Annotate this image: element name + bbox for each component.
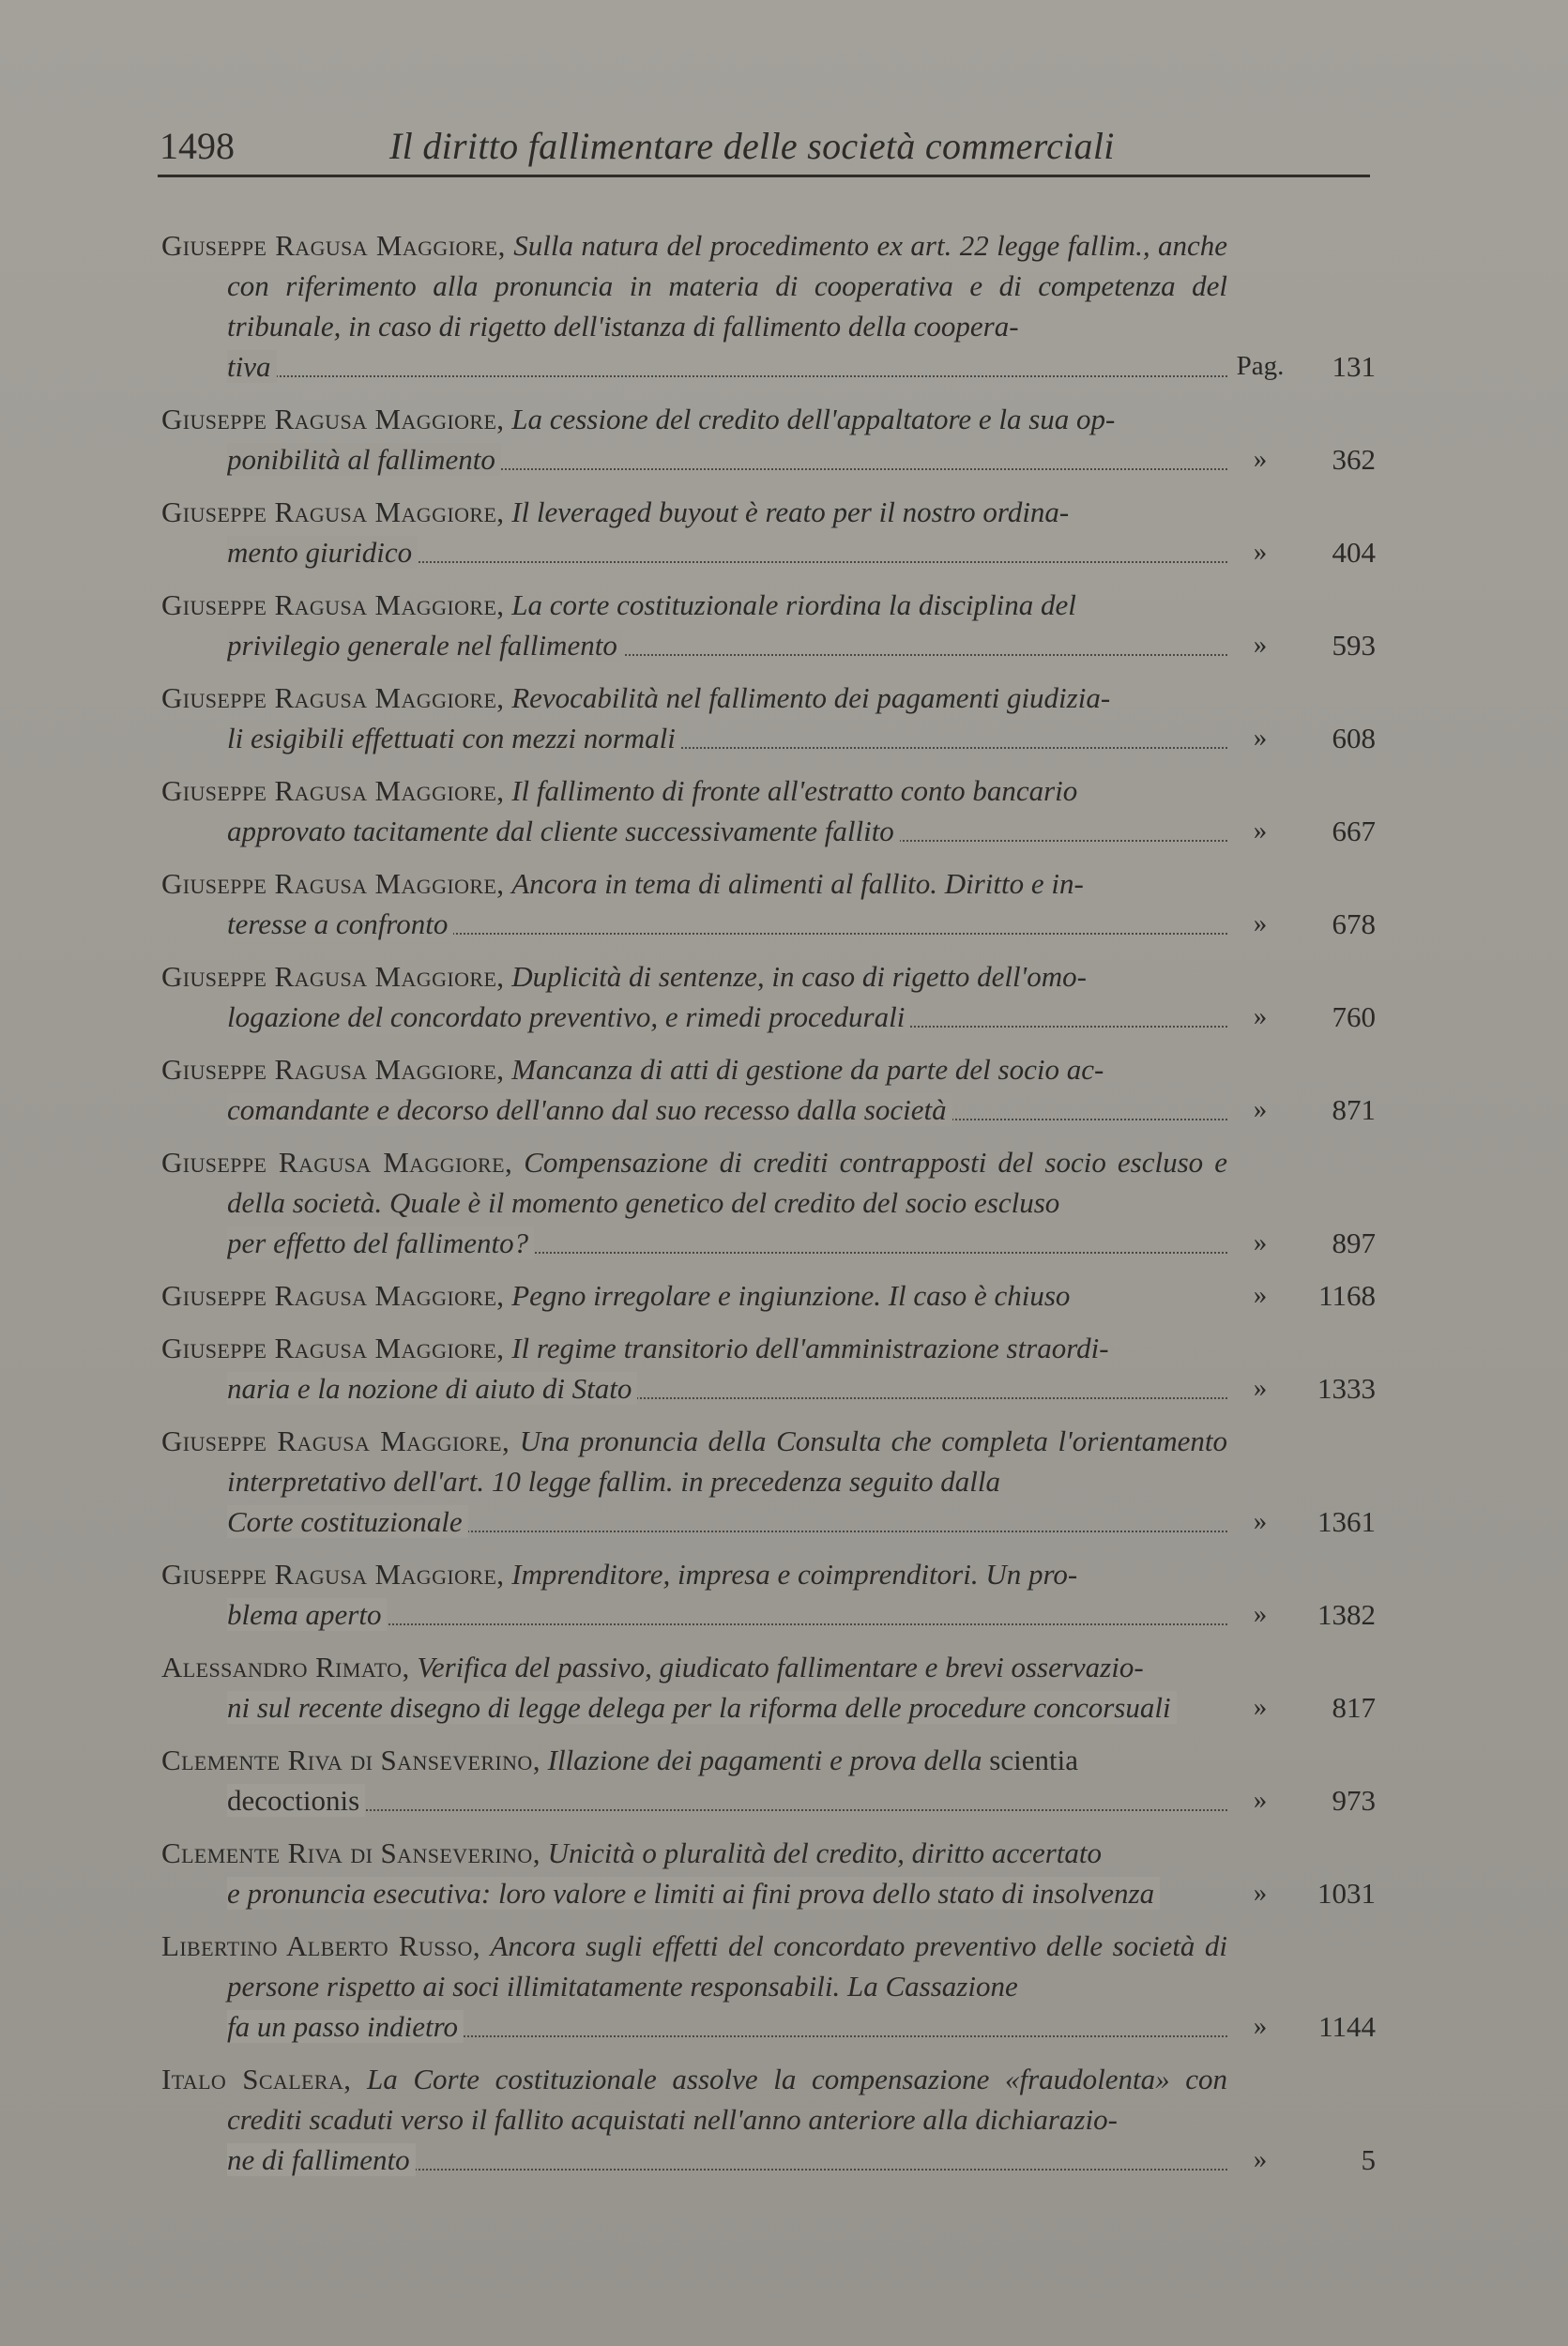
page-header [160,111,1370,176]
index-entry [161,399,1381,480]
page-reference: 897 [1332,1226,1376,1259]
index-entry [161,2059,1381,2180]
page-marker: » [1253,1599,1268,1629]
page-reference: 817 [1332,1691,1376,1724]
entry-title-end: privilegio generale nel fallimento [227,629,623,662]
page-marker: » [1253,1878,1268,1908]
entry-text [161,678,1227,758]
page-reference: 1168 [1318,1279,1376,1312]
index-entry [161,1142,1381,1263]
entry-title: Il fallimento di fronte all'estratto conto bancario [511,774,1078,807]
entry-text [161,1833,1227,1913]
entry-text [161,1421,1227,1542]
page-marker: » [1253,908,1268,938]
index-entry [161,1833,1381,1913]
entry-last-line [227,1223,1227,1263]
index-entry [161,1328,1381,1409]
entry-title-end: blema aperto [227,1598,387,1631]
entry-title-end: approvato tacitamente dal cliente successivamente fallito [227,815,900,847]
index-entry [161,1740,1381,1820]
entry-last-line [227,718,1227,758]
entry-last-line [227,346,1227,387]
page-marker: » [1253,723,1268,753]
entry-author: Giuseppe Ragusa Maggiore, [161,403,505,435]
page-reference: 593 [1332,629,1376,662]
entry-title: Una pronuncia della Consulta che completa l'orientamento interpretativo dell'art. 10 legge fallim. in precedenza seguito dalla [227,1424,1228,1498]
page-reference: 760 [1332,1000,1376,1033]
page-marker: » [1253,815,1268,845]
entry-last-line [227,904,1227,944]
index-entry [161,585,1381,665]
entry-title: Imprenditore, impresa e coimprenditori. Un pro- [511,1558,1078,1591]
entry-last-line [227,1368,1227,1409]
entry-text [161,770,1227,851]
entry-last-line [227,625,1227,665]
entry-author: Giuseppe Ragusa Maggiore, [161,1558,505,1591]
entry-author: Giuseppe Ragusa Maggiore, [161,1053,505,1086]
entry-author: Giuseppe Ragusa Maggiore, [161,1332,505,1364]
entry-title: Compensazione di crediti contrapposti del socio escluso e della società. Quale è il momento genetico del credito del socio escluso [227,1146,1227,1219]
entry-text [161,956,1227,1037]
entry-author: Alessandro Rimato, [161,1651,410,1683]
entry-title: Ancora in tema di alimenti al fallito. Diritto e in- [511,867,1084,900]
index-entry [161,492,1381,572]
entry-title: Duplicità di sentenze, in caso di rigetto dell'omo- [511,960,1087,993]
header-rule [158,175,1370,177]
entry-title-end: decoctionis [227,1784,365,1817]
page-marker: » [1253,1373,1268,1403]
dot-leader [227,1809,1227,1811]
index-entries [161,225,1381,2192]
entry-title-end: fa un passo indietro [227,2010,464,2043]
entry-title: Il regime transitorio dell'amministrazione straordi- [511,1332,1109,1364]
entry-text [161,1647,1227,1728]
page-reference: 871 [1332,1093,1376,1126]
page-marker: » [1253,537,1268,567]
entry-title-end: teresse a confronto [227,907,453,940]
entry-last-line [227,439,1227,480]
entry-text [161,1049,1227,1130]
page-marker: » [1253,1094,1268,1124]
page-reference: 1361 [1317,1505,1376,1538]
entry-text [161,1142,1227,1263]
entry-title-end: logazione del concordato preventivo, e rimedi procedurali [227,1000,910,1033]
page-reference: 608 [1332,722,1376,754]
page-marker: » [1253,1280,1268,1310]
index-entry [161,956,1381,1037]
page-reference: 973 [1332,1784,1376,1817]
entry-author: Giuseppe Ragusa Maggiore, [161,495,505,528]
entry-author: Giuseppe Ragusa Maggiore, [161,1279,505,1312]
entry-author: Giuseppe Ragusa Maggiore, [161,229,506,262]
index-entry [161,1926,1381,2047]
entry-title: Revocabilità nel fallimento dei pagamenti giudizia- [511,681,1111,714]
entry-author: Giuseppe Ragusa Maggiore, [161,1146,513,1179]
index-entry [161,1647,1381,1728]
entry-last-line [227,2140,1227,2180]
entry-last-line [227,1594,1227,1635]
entry-text [161,863,1227,944]
index-entry [161,225,1381,387]
entry-title-end: per effetto del fallimento? [227,1226,534,1259]
entry-title: Unicità o pluralità del credito, diritto accertato [547,1836,1102,1869]
page-marker: » [1253,2011,1268,2041]
running-title: Il diritto fallimentare delle società commerciali [389,125,1115,167]
entry-author: Clemente Riva di Sanseverino, [161,1744,540,1776]
page-reference: 131 [1332,350,1376,383]
index-entry [161,863,1381,944]
entry-title-end: naria e la nozione di aiuto di Stato [227,1372,637,1405]
page-reference: 5 [1361,2143,1376,2176]
page-marker: » [1253,1001,1268,1031]
entry-text [161,1275,1227,1316]
entry-title: Sulla natura del procedimento ex art. 22 legge fallim., anche con riferimento alla pronuncia in materia di cooperativa e di competenza del tribunale, in caso di rigetto dell'istanza di fallimento della coopera- [227,229,1228,343]
entry-title: Il leveraged buyout è reato per il nostro ordina- [511,495,1070,528]
page-reference: 667 [1332,815,1376,847]
entry-text [161,1554,1227,1635]
entry-author: Giuseppe Ragusa Maggiore, [161,1424,510,1457]
entry-author: Giuseppe Ragusa Maggiore, [161,867,505,900]
page-marker: » [1253,2144,1268,2174]
page-reference: 1031 [1317,1877,1376,1910]
entry-title: Verifica del passivo, giudicato fallimentare e brevi osservazio- [417,1651,1144,1683]
entry-title-end: e pronuncia esecutiva: loro valore e limiti ai fini prova dello stato di insolvenza [227,1877,1160,1910]
entry-last-line [227,532,1227,572]
page-marker: » [1253,1227,1268,1257]
index-entry [161,770,1381,851]
entry-author: Italo Scalera, [161,2063,352,2095]
page-reference: 1144 [1318,2010,1376,2043]
entry-title: Mancanza di atti di gestione da parte del socio ac- [511,1053,1104,1086]
entry-author: Clemente Riva di Sanseverino, [161,1836,540,1869]
entry-text [161,399,1227,480]
entry-text [161,1328,1227,1409]
entry-text [161,492,1227,572]
entry-text [161,1926,1227,2047]
entry-last-line [227,997,1227,1037]
entry-text [161,2059,1227,2180]
page-marker: » [1253,1785,1268,1815]
page-marker: » [1253,1506,1268,1536]
entry-title: La Corte costituzionale assolve la compensazione «fraudolenta» con crediti scaduti verso il fallito acquistati nell'anno anteriore alla dichiarazio- [227,2063,1228,2136]
page-reference: 404 [1332,536,1376,569]
entry-author: Libertino Alberto Russo, [161,1929,480,1962]
page-number: 1498 [160,125,235,167]
entry-title-end: mento giuridico [227,536,418,569]
entry-text [161,585,1227,665]
entry-title-end: ponibilità al fallimento [227,443,501,476]
entry-last-line [227,2006,1227,2047]
entry-last-line [227,1089,1227,1130]
entry-title: La corte costituzionale riordina la disciplina del [511,588,1076,621]
entry-title-end: tiva [227,350,277,383]
entry-last-line [227,811,1227,851]
entry-author: Giuseppe Ragusa Maggiore, [161,588,505,621]
page-reference: 1333 [1317,1372,1376,1405]
entry-title-end: li esigibili effettuati con mezzi normali [227,722,681,754]
entry-title-end: Corte costituzionale [227,1505,468,1538]
index-entry [161,1554,1381,1635]
entry-last-line [227,1501,1227,1542]
entry-title: Pegno irregolare e ingiunzione. Il caso è chiuso [511,1279,1071,1312]
entry-text [161,225,1227,387]
index-entry [161,1049,1381,1130]
page-marker: » [1253,444,1268,474]
page-reference: 362 [1332,443,1376,476]
page-reference: 1382 [1317,1598,1376,1631]
entry-title: La cessione del credito dell'appaltatore e la sua op- [511,403,1116,435]
dot-leader [227,375,1227,377]
index-entry [161,1275,1381,1316]
entry-author: Giuseppe Ragusa Maggiore, [161,681,505,714]
entry-title: Illazione dei pagamenti e prova della scientia [547,1744,1078,1776]
index-entry [161,678,1381,758]
entry-text [161,1740,1227,1820]
entry-last-line [227,1873,1227,1913]
entry-last-line [227,1687,1227,1728]
entry-author: Giuseppe Ragusa Maggiore, [161,774,505,807]
entry-last-line [227,1780,1227,1820]
entry-title-end: ni sul recente disegno di legge delega per la riforma delle procedure concorsuali [227,1691,1177,1724]
page-marker: Pag. [1236,351,1285,381]
entry-title: Ancora sugli effetti del concordato preventivo delle società di persone rispetto ai soci illimitatamente responsabili. La Cassazione [227,1929,1227,2003]
entry-author: Giuseppe Ragusa Maggiore, [161,960,505,993]
index-entry [161,1421,1381,1542]
page-marker: » [1253,1692,1268,1722]
page-reference: 678 [1332,907,1376,940]
entry-title-end: ne di fallimento [227,2143,416,2176]
page-marker: » [1253,630,1268,660]
entry-title-end: comandante e decorso dell'anno dal suo recesso dalla società [227,1093,952,1126]
